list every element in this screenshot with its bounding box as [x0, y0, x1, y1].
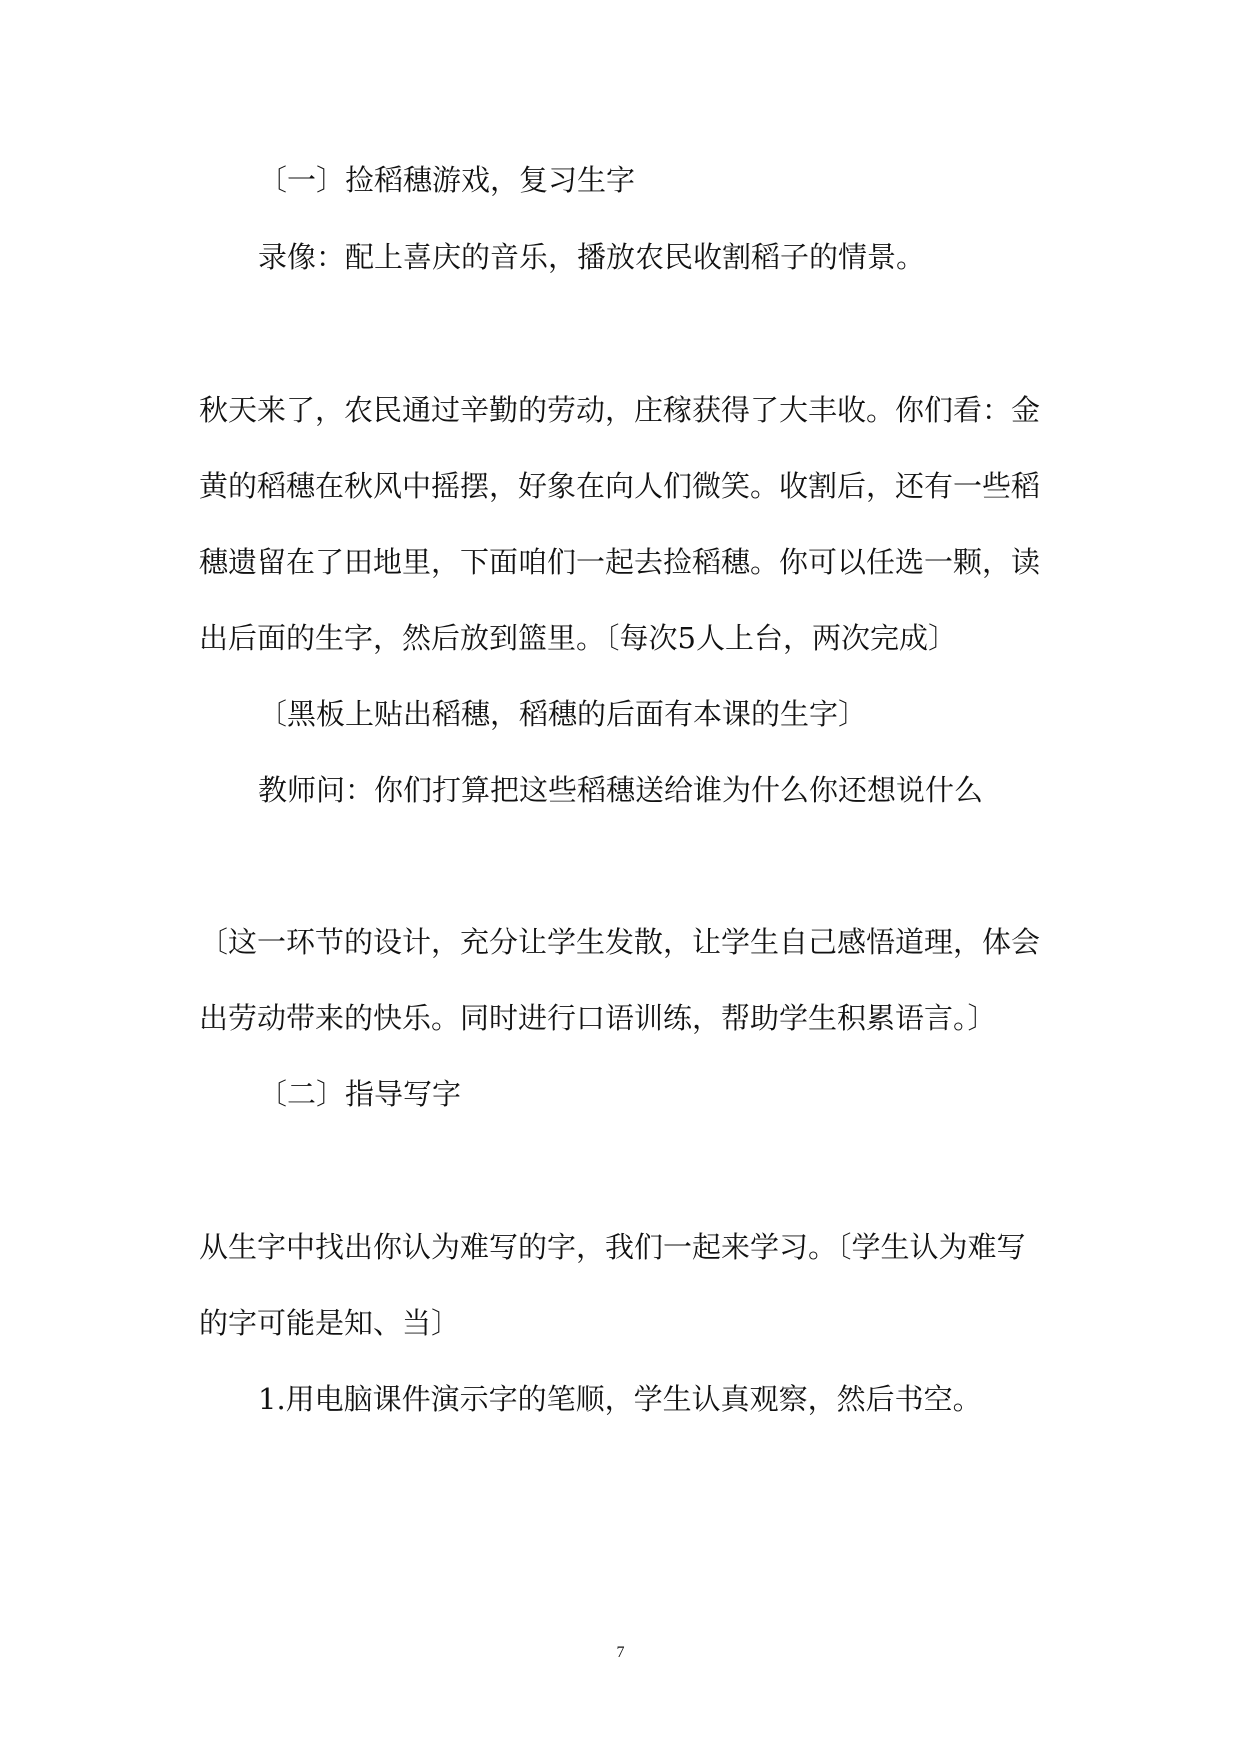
paragraph-line: 〔黑板上贴出稻穗，稻穗的后面有本课的生字〕 — [258, 697, 868, 731]
paragraph-line: 教师问：你们打算把这些稻穗送给谁为什么你还想说什么 — [258, 773, 984, 807]
page-number: 7 — [616, 1644, 625, 1661]
paragraph-line: 秋天来了，农民通过辛勤的劳动，庄稼获得了大丰收。你们看：金 — [199, 393, 1041, 427]
paragraph-line: 出劳动带来的快乐。同时进行口语训练，帮助学生积累语言。〕 — [199, 1001, 997, 1035]
section-heading-1: 〔一〕捡稻穗游戏，复习生字 — [258, 163, 636, 197]
section-heading-2: 〔二〕指导写字 — [258, 1077, 462, 1111]
paragraph-line: 穗遗留在了田地里，下面咱们一起去捡稻穗。你可以任选一颗，读 — [199, 545, 1041, 579]
paragraph-line: 黄的稻穗在秋风中摇摆，好象在向人们微笑。收割后，还有一些稻 — [199, 469, 1041, 503]
paragraph-line: 〔这一环节的设计，充分让学生发散，让学生自己感悟道理，体会 — [199, 925, 1041, 959]
paragraph-line: 录像：配上喜庆的音乐，播放农民收割稻子的情景。 — [258, 240, 926, 274]
paragraph-line: 的字可能是知、当〕 — [199, 1306, 461, 1340]
paragraph-line: 从生字中找出你认为难写的字，我们一起来学习。〔学生认为难写 — [199, 1230, 1026, 1264]
paragraph-line: 1.用电脑课件演示字的笔顺，学生认真观察，然后书空。 — [258, 1382, 982, 1416]
paragraph-line: 出后面的生字，然后放到篮里。〔每次5人上台，两次完成〕 — [199, 621, 957, 655]
